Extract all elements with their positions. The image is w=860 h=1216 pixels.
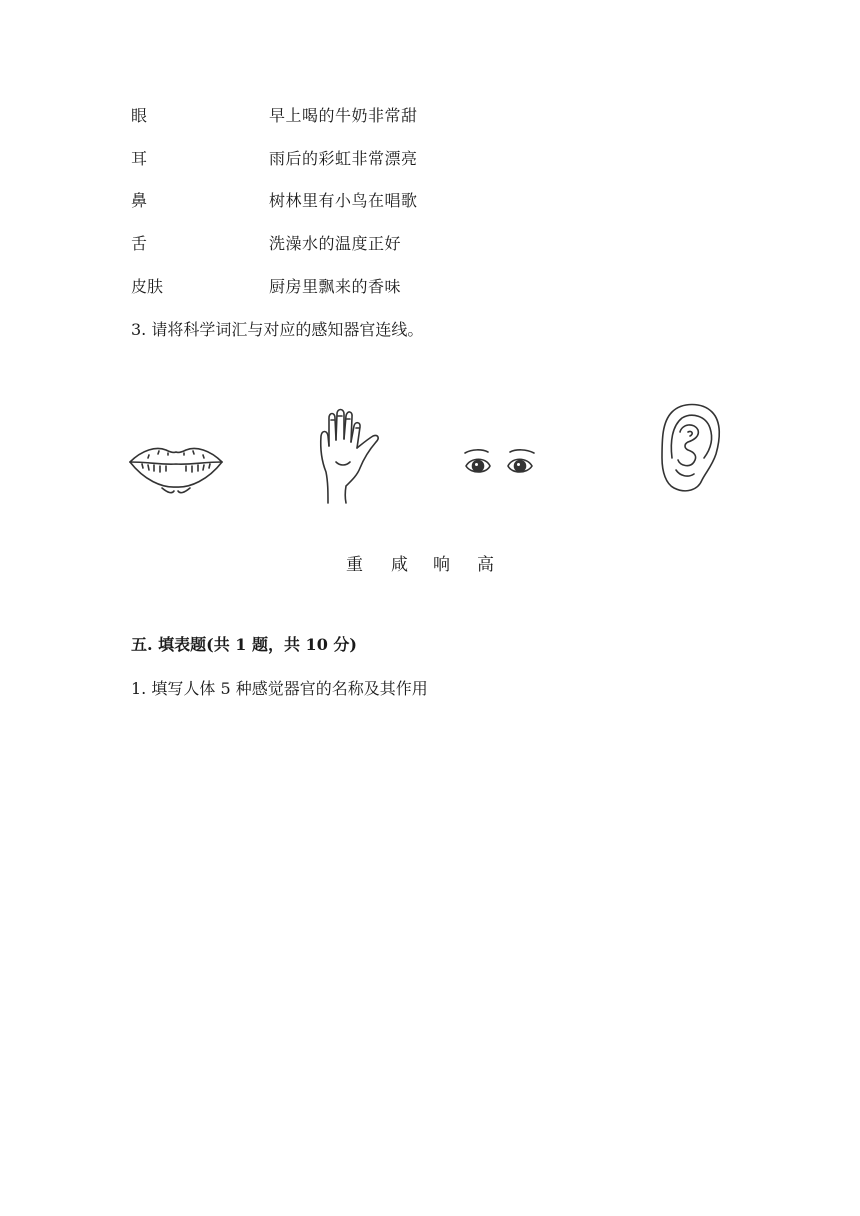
match-row-5 (131, 275, 731, 299)
organ-label: 耳 (131, 149, 148, 168)
sentence-label: 雨后的彩虹非常漂亮 (269, 149, 418, 168)
hand-icon (316, 406, 380, 506)
lips-icon (128, 440, 224, 500)
match-row-2 (131, 147, 731, 171)
sentence-label: 早上喝的牛奶非常甜 (269, 106, 418, 125)
word-item: 高 (477, 555, 494, 575)
sentence-label: 洗澡水的温度正好 (269, 234, 402, 253)
match-row-4 (131, 232, 731, 256)
word-item: 响 (433, 555, 450, 575)
match-row-1 (131, 104, 731, 128)
ear-icon (658, 400, 724, 496)
question-1-text: 1. 填写人体 5 种感觉器官的名称及其作用 (131, 679, 428, 698)
word-item: 重 (346, 555, 363, 575)
eyes-icon (462, 447, 538, 479)
question-3-text: 3. 请将科学词汇与对应的感知器官连线。 (131, 320, 424, 339)
organ-label: 鼻 (131, 191, 148, 210)
organ-label: 舌 (131, 234, 148, 253)
sentence-label: 厨房里飘来的香味 (269, 277, 402, 296)
match-row-3 (131, 189, 731, 213)
organ-label: 眼 (131, 106, 148, 125)
sentence-label: 树林里有小鸟在唱歌 (269, 191, 418, 210)
section-5-title: 五. 填表题(共 1 题，共 10 分) (131, 635, 357, 654)
word-item: 咸 (391, 555, 408, 575)
organ-label: 皮肤 (131, 277, 164, 296)
